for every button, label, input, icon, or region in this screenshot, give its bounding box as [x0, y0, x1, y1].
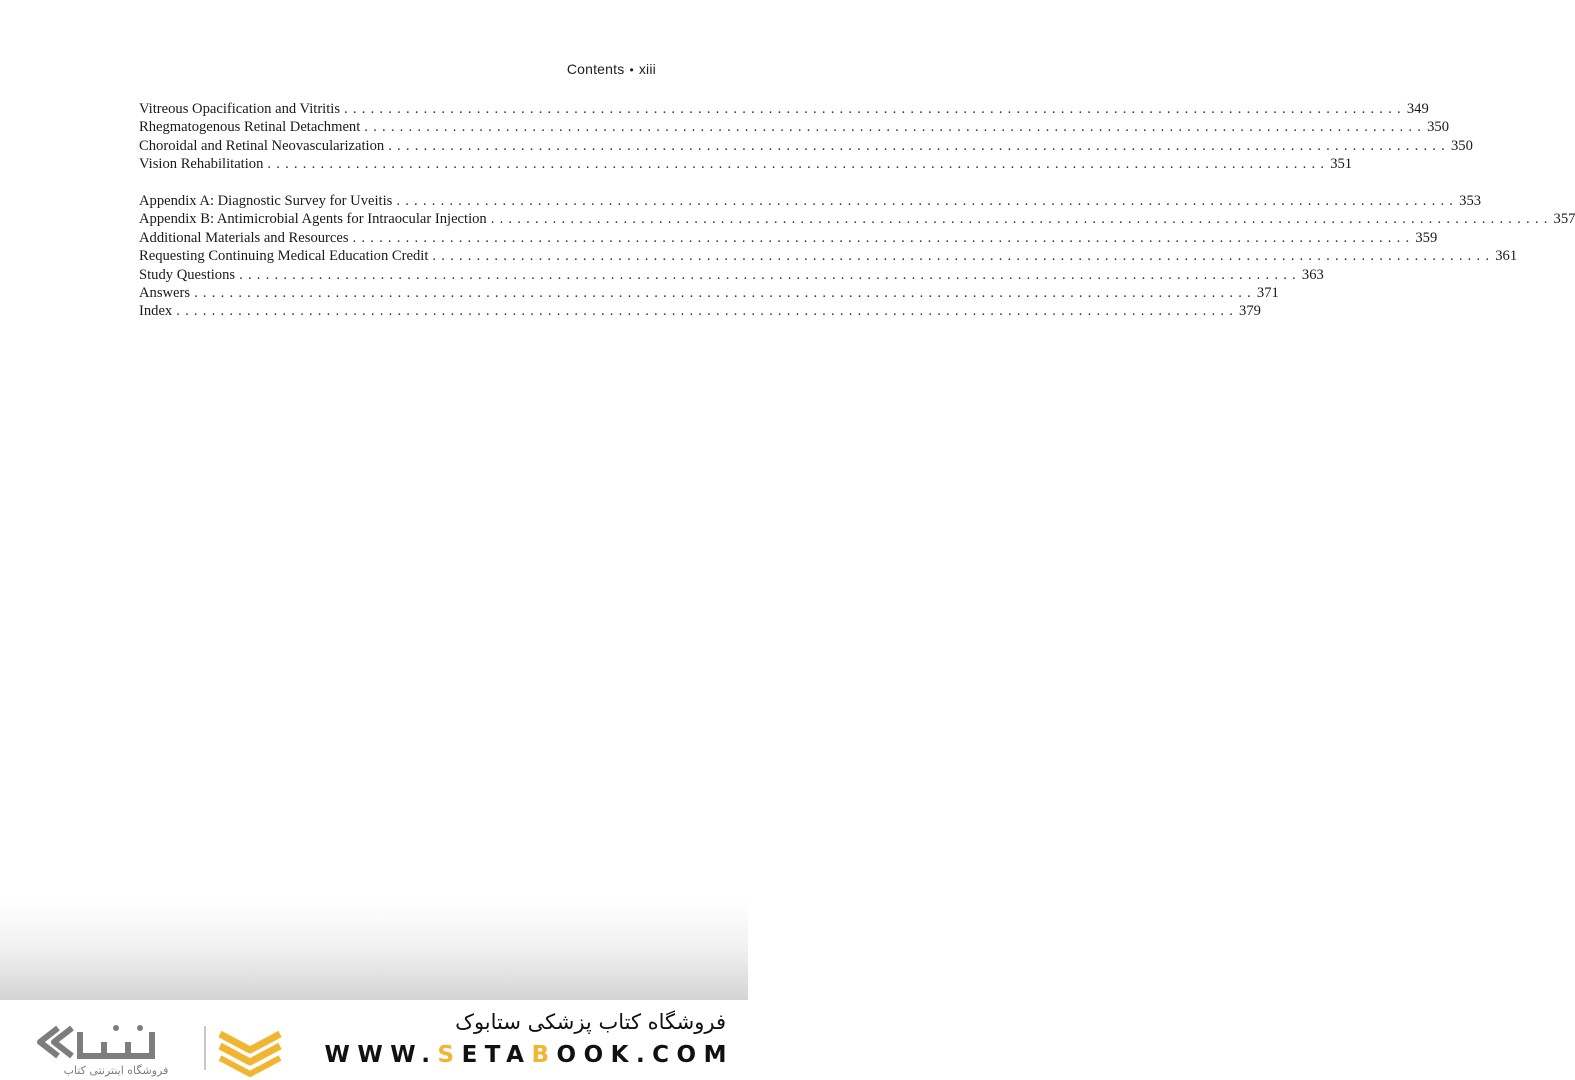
toc-entry-title: Appendix B: Antimicrobial Agents for Intraocular Injection — [139, 211, 487, 228]
toc-entry — [139, 229, 1438, 247]
toc-dot-leader: ........................................................................................................................ — [388, 137, 1450, 154]
toc-entry-page: 350 — [1427, 119, 1449, 136]
toc-dot-leader: ........................................................................................................................ — [396, 193, 1459, 209]
toc-dot-leader: ........................................................................................................................ — [364, 119, 1427, 136]
toc-entry — [139, 247, 1518, 265]
url-part-accent: S — [437, 1042, 462, 1068]
running-head-separator: • — [629, 63, 634, 77]
url-part: OOK.COM — [556, 1042, 734, 1068]
url-part: ETA — [461, 1042, 532, 1068]
toc-entry-page: 350 — [1451, 137, 1473, 154]
running-head-page-number: xiii — [638, 61, 656, 77]
toc-entry-page: 361 — [1495, 248, 1518, 265]
toc-dot-leader: ........................................................................................................................ — [267, 156, 1330, 173]
toc-dot-leader: ........................................................................................................................ — [490, 211, 1553, 228]
toc-entry-title: Answers — [139, 284, 191, 301]
toc-entry-page: 371 — [1256, 284, 1279, 301]
running-head — [567, 61, 656, 77]
shop-url — [325, 1042, 735, 1068]
toc-entry-page: 359 — [1415, 229, 1438, 246]
toc-entry-title: Vitreous Opacification and Vitritis — [139, 101, 341, 117]
url-part: WWW. — [324, 1042, 438, 1068]
toc-dot-leader: ........................................................................................................................ — [352, 229, 1415, 246]
toc-entry-title: Study Questions — [139, 266, 236, 283]
toc-entry — [139, 302, 1261, 320]
toc-dot-leader: ........................................................................................................................ — [432, 248, 1495, 265]
logo-subtitle: فروشگاه اینترنتی کتاب — [63, 1064, 169, 1077]
setabook-logo — [34, 1020, 294, 1076]
toc-entry-title: Requesting Continuing Medical Education Credit — [139, 248, 429, 265]
toc-dot-leader: ........................................................................................................................ — [344, 101, 1406, 117]
url-part-accent: B — [531, 1042, 557, 1068]
toc-entry — [139, 284, 1279, 302]
toc-dot-leader: ........................................................................................................................ — [194, 284, 1256, 301]
toc-group — [139, 100, 1473, 174]
toc-entry-page: 363 — [1301, 266, 1324, 283]
toc-group — [139, 192, 1575, 321]
toc-entry — [139, 210, 1575, 228]
toc-entry — [139, 100, 1429, 118]
toc-entry-title: Rhegmatogenous Retinal Detachment — [139, 119, 361, 136]
toc-entry-page: 357 — [1553, 211, 1575, 228]
toc-entry — [139, 155, 1353, 173]
toc-entry-page: 379 — [1239, 303, 1261, 320]
toc-entry — [139, 192, 1482, 210]
toc-entry-page: 349 — [1406, 101, 1429, 117]
watermark-footer — [0, 1000, 748, 1080]
toc-entry-title: Index — [139, 303, 173, 320]
toc-entry-title: Choroidal and Retinal Neovascularization — [139, 137, 385, 154]
running-head-label: Contents — [566, 61, 625, 77]
toc-entry — [139, 266, 1324, 284]
toc-entry — [139, 118, 1449, 136]
toc-entry — [139, 137, 1473, 155]
shop-title: فروشگاه کتاب پزشکی ستابوک — [455, 1010, 726, 1034]
toc-entry-title: Vision Rehabilitation — [139, 156, 264, 173]
toc-entry-page: 353 — [1459, 193, 1482, 209]
toc-dot-leader: ........................................................................................................................ — [176, 303, 1239, 320]
toc-entry-page: 351 — [1330, 156, 1353, 173]
toc-entry-title: Additional Materials and Resources — [139, 229, 349, 246]
toc-entry-title: Appendix A: Diagnostic Survey for Uveitis — [139, 193, 393, 209]
toc-dot-leader: ........................................................................................................................ — [239, 266, 1301, 283]
